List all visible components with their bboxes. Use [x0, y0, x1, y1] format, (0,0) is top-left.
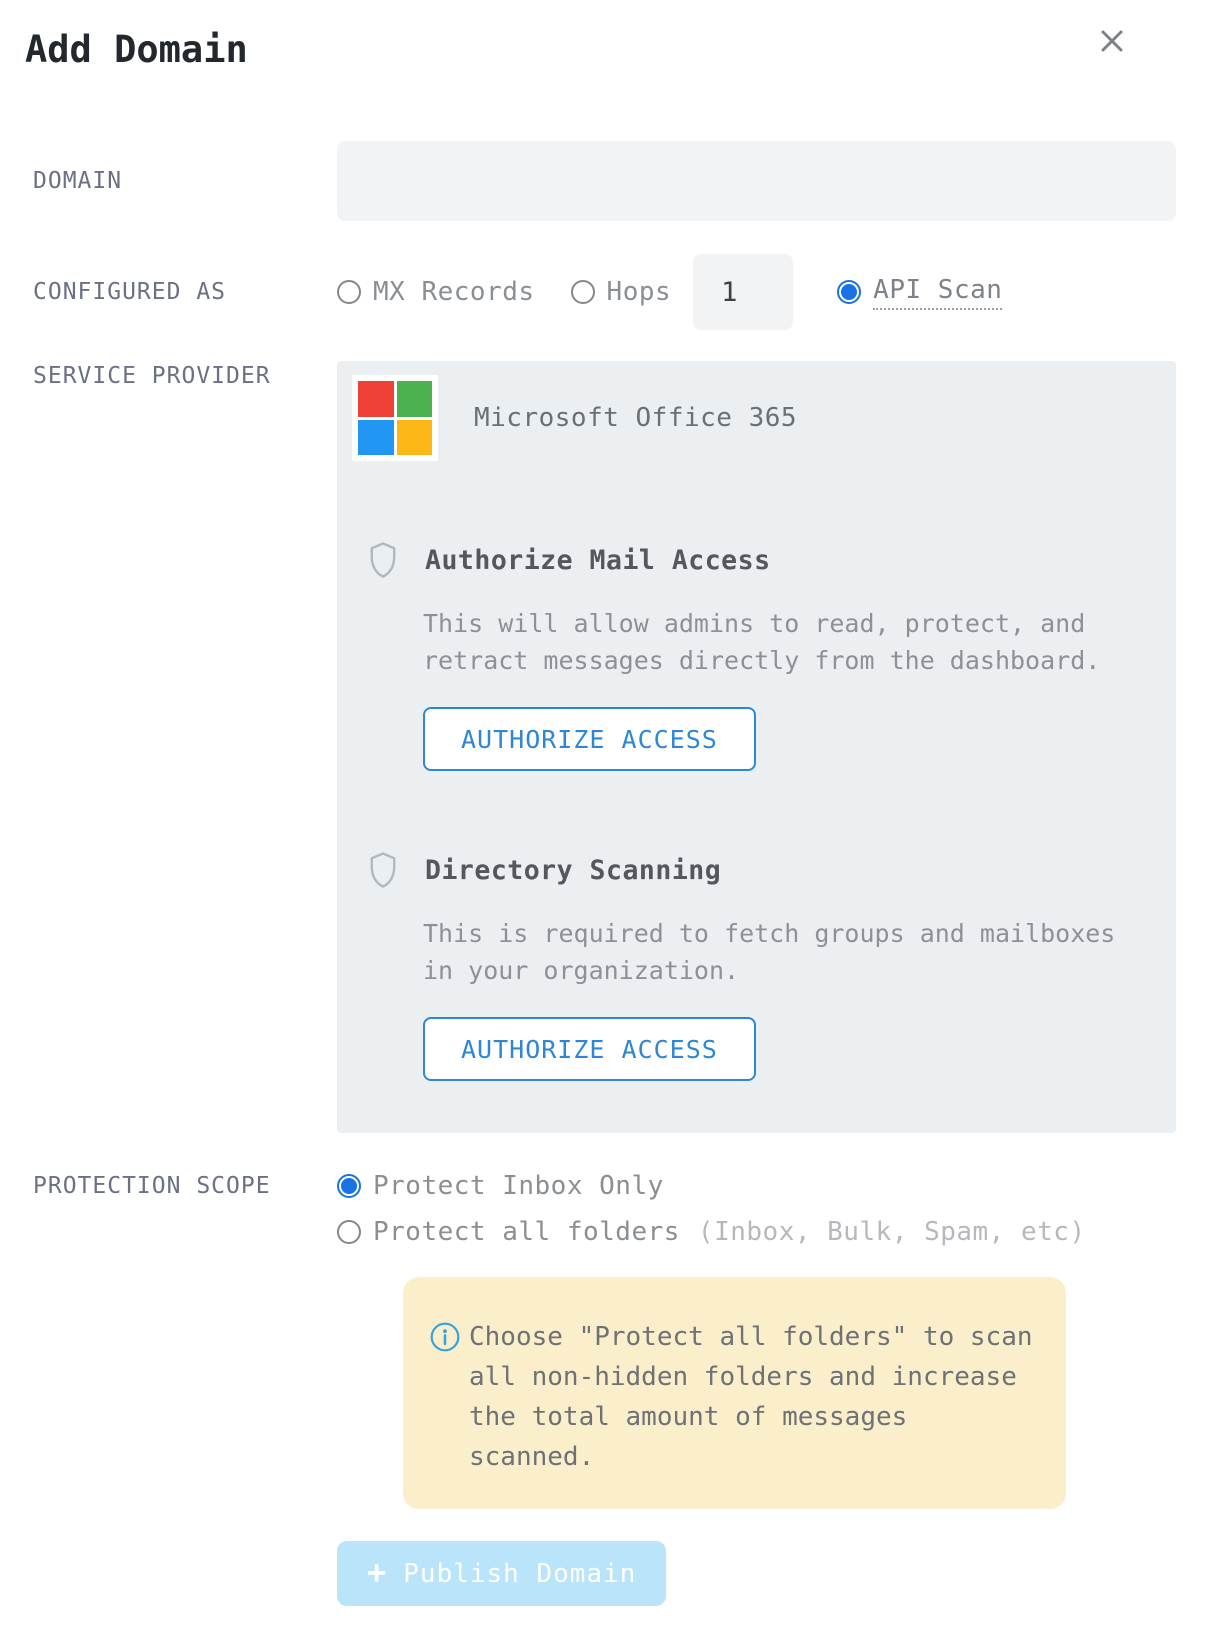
configured-as-options [337, 254, 1176, 330]
modal-header [0, 0, 1214, 71]
info-icon [429, 1317, 461, 1477]
section-body [423, 605, 1161, 771]
protection-scope-options [337, 1169, 1176, 1509]
configured-as-row [0, 253, 1214, 331]
domain-input[interactable] [337, 141, 1176, 221]
radio-api-scan[interactable] [837, 280, 861, 304]
radio-protect-all-folders[interactable] [337, 1220, 361, 1244]
add-domain-form [0, 141, 1214, 1606]
section-description: This will allow admins to read, protect, and retract messages directly from the dashboard. [423, 609, 1101, 675]
microsoft-logo-icon [352, 375, 438, 461]
authorize-mail-access-button[interactable]: AUTHORIZE ACCESS [423, 707, 756, 771]
radio-hops-label[interactable]: Hops [606, 277, 672, 307]
publish-domain-label: Publish Domain [403, 1558, 637, 1589]
protect-all-folders-option [337, 1215, 1176, 1249]
configured-as-label: CONFIGURED AS [33, 279, 227, 305]
section-description: This is required to fetch groups and mailboxes in your organization. [423, 919, 1116, 985]
directory-scanning-section [352, 851, 1161, 1081]
radio-mx-records[interactable] [337, 280, 361, 304]
close-button[interactable] [1093, 22, 1131, 60]
protect-inbox-only-option [337, 1169, 1176, 1203]
provider-name: Microsoft Office 365 [474, 403, 798, 433]
service-provider-row [0, 361, 1214, 1133]
section-head [352, 851, 1161, 889]
section-body [423, 915, 1161, 1081]
plus-icon: + [367, 1553, 388, 1591]
radio-protect-inbox-only-label[interactable]: Protect Inbox Only [373, 1171, 664, 1201]
publish-domain-button[interactable] [337, 1541, 666, 1606]
radio-api-scan-label[interactable]: API Scan [873, 275, 1002, 310]
shield-icon [367, 541, 399, 579]
authorize-directory-scanning-button[interactable]: AUTHORIZE ACCESS [423, 1017, 756, 1081]
domain-row [0, 141, 1214, 221]
service-provider-panel [337, 361, 1176, 1133]
info-text: Choose "Protect all folders" to scan all non-hidden folders and increase the total amount of messages scanned. [469, 1322, 1033, 1472]
radio-protect-all-folders-label[interactable]: Protect all folders [373, 1217, 680, 1247]
protect-all-folders-suffix: (Inbox, Bulk, Spam, etc) [697, 1217, 1086, 1247]
ms-logo-red-square [358, 381, 394, 417]
shield-icon [367, 851, 399, 889]
page-title: Add Domain [25, 28, 248, 71]
domain-label: DOMAIN [33, 168, 123, 194]
section-head [352, 541, 1161, 579]
radio-hops[interactable] [571, 280, 595, 304]
radio-protect-inbox-only[interactable] [337, 1174, 361, 1198]
protection-scope-label: PROTECTION SCOPE [33, 1173, 271, 1199]
radio-mx-records-label[interactable]: MX Records [373, 277, 535, 307]
authorize-mail-access-section [352, 541, 1161, 771]
provider-identity [352, 375, 1161, 461]
service-provider-label: SERVICE PROVIDER [33, 363, 271, 389]
protection-scope-info-box [403, 1277, 1066, 1509]
submit-row [0, 1541, 1214, 1606]
close-icon [1095, 24, 1129, 58]
protection-scope-row [0, 1169, 1214, 1509]
submit-spacer [33, 1541, 337, 1606]
ms-logo-green-square [397, 381, 433, 417]
section-title: Authorize Mail Access [425, 544, 771, 576]
hops-count-input[interactable] [693, 254, 793, 330]
section-title: Directory Scanning [425, 854, 722, 886]
ms-logo-blue-square [358, 420, 394, 456]
ms-logo-yellow-square [397, 420, 433, 456]
